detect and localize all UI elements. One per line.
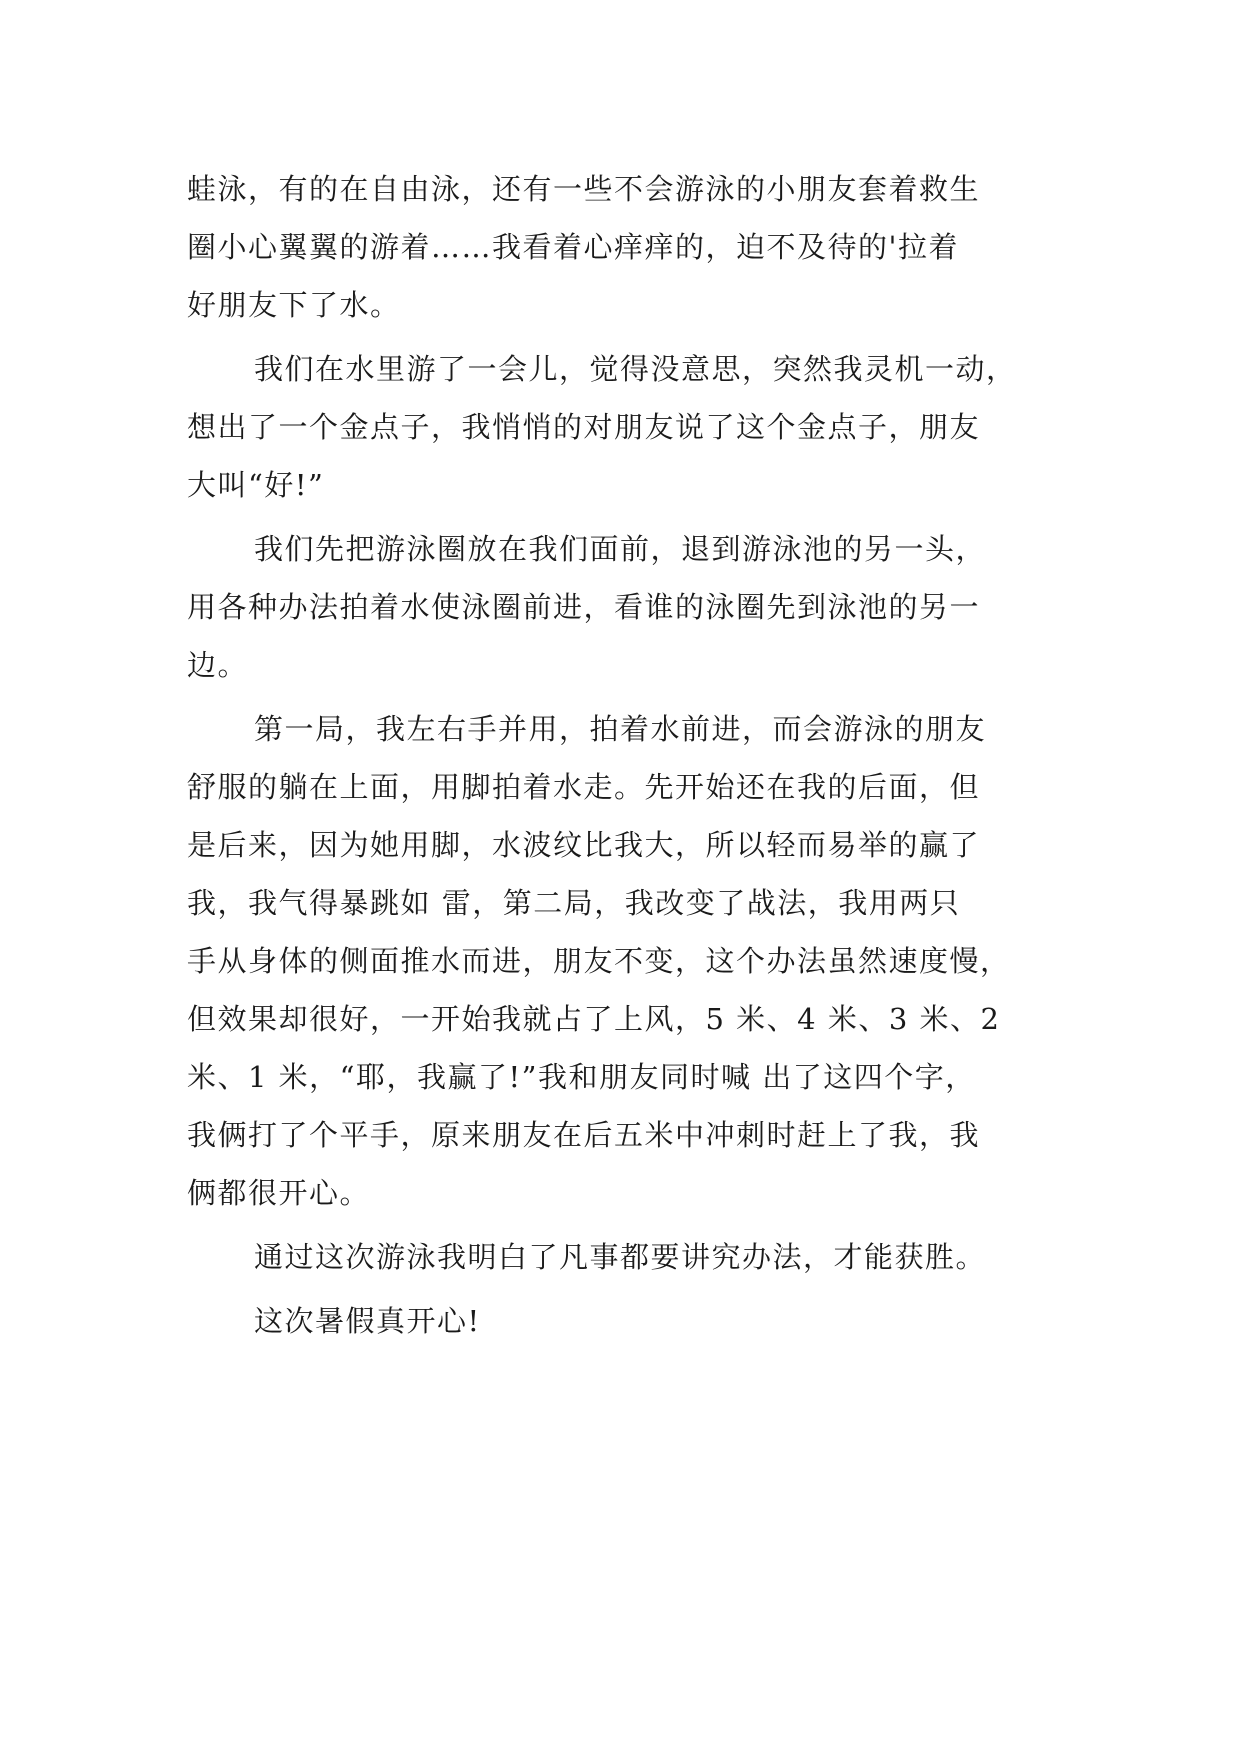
text-line: 第一局，我左右手并用，拍着水前进，而会游泳的朋友 <box>254 712 987 746</box>
paragraph-3 <box>187 520 1067 694</box>
text-line: 是后来，因为她用脚，水波纹比我大，所以轻而易举的赢了 <box>187 828 981 862</box>
paragraph-6 <box>187 1292 1067 1350</box>
text-line: 用各种办法拍着水使泳圈前进，看谁的泳圈先到泳池的另一 <box>187 590 981 624</box>
paragraph-5 <box>187 1228 1067 1286</box>
text-line: 手从身体的侧面推水而进，朋友不变，这个办法虽然速度慢， <box>187 944 1011 978</box>
text-line: 我们在水里游了一会儿，觉得没意思，突然我灵机一动， <box>254 352 1017 386</box>
text-line: 蛙泳，有的在自由泳，还有一些不会游泳的小朋友套着救生 <box>187 172 981 206</box>
text-line: 米、1 米，“耶，我赢了!”我和朋友同时喊 出了这四个字， <box>187 1060 976 1094</box>
text-line: 这次暑假真开心! <box>254 1304 481 1338</box>
paragraph-4 <box>187 700 1067 1222</box>
text-line: 舒服的躺在上面，用脚拍着水走。先开始还在我的后面，但 <box>187 770 981 804</box>
text-line: 大叫“好!” <box>187 468 325 502</box>
text-line: 我们先把游泳圈放在我们面前，退到游泳池的另一头， <box>254 532 987 566</box>
text-line: 好朋友下了水。 <box>187 288 401 322</box>
text-line: 边。 <box>187 648 249 682</box>
document-body <box>187 160 1067 1356</box>
paragraph-2 <box>187 340 1067 514</box>
text-line: 但效果却很好，一开始我就占了上风，5 米、4 米、3 米、2 <box>187 1002 1001 1036</box>
text-line: 我，我气得暴跳如 雷，第二局，我改变了战法，我用两只 <box>187 886 961 920</box>
paragraph-1 <box>187 160 1067 334</box>
text-line: 想出了一个金点子，我悄悄的对朋友说了这个金点子，朋友 <box>187 410 981 444</box>
text-line: 俩都很开心。 <box>187 1176 371 1210</box>
text-line: 通过这次游泳我明白了凡事都要讲究办法，才能获胜。 <box>254 1240 987 1274</box>
text-line: 圈小心翼翼的游着……我看着心痒痒的，迫不及待的'拉着 <box>187 230 959 264</box>
text-line: 我俩打了个平手，原来朋友在后五米中冲刺时赶上了我，我 <box>187 1118 981 1152</box>
